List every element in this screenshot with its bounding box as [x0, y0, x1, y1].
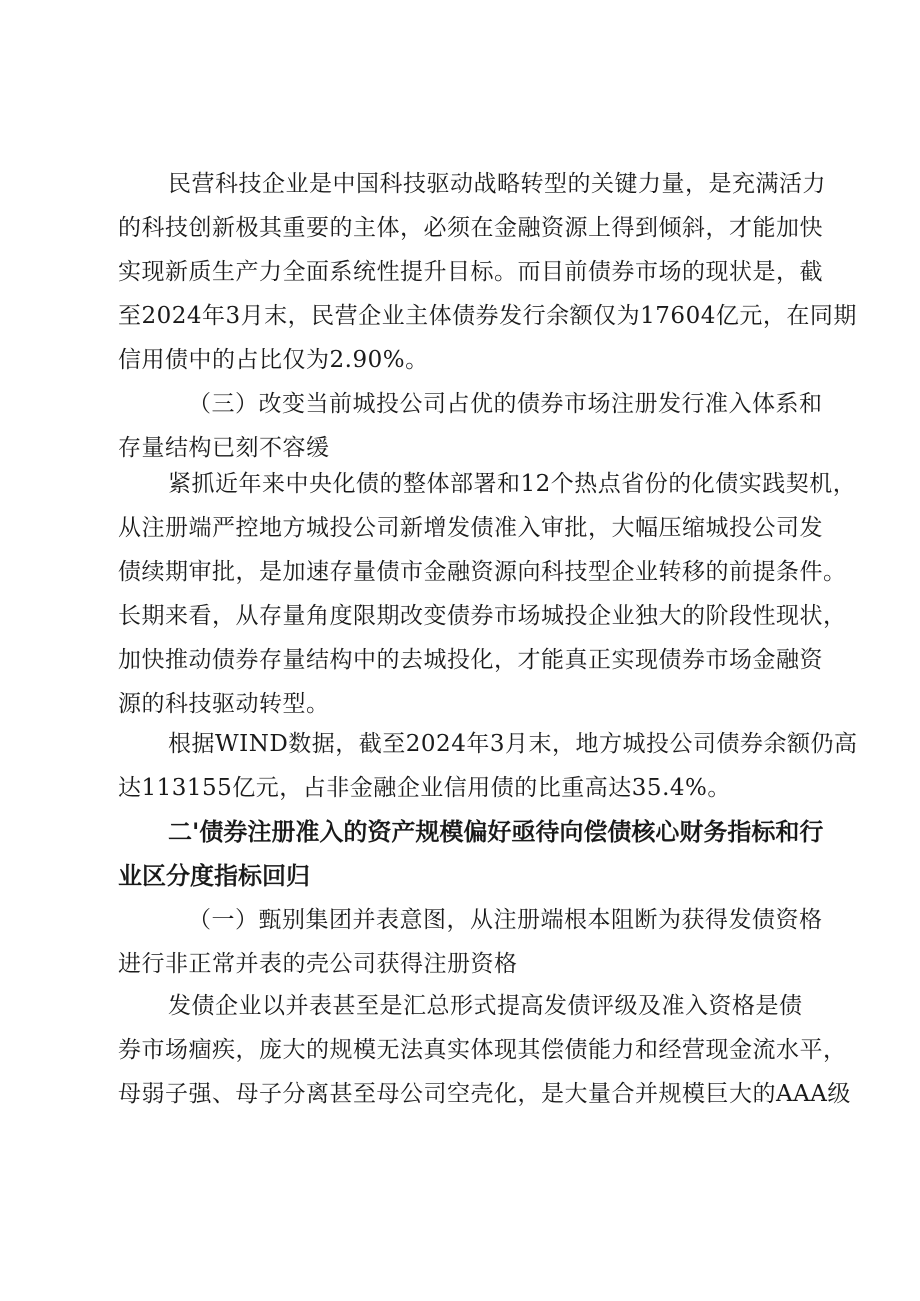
text-line: 二'债券注册准入的资产规模偏好亟待向偿债核心财务指标和行 [168, 818, 824, 846]
text-line: （一）甄别集团并表意图，从注册端根本阻断为获得发债资格 [188, 907, 823, 933]
text-line: 实现新质生产力全面系统性提升目标。而目前债券市场的现状是，截 [118, 259, 823, 285]
text-line: 加快推动债券存量结构中的去城投化，才能真正实现债券市场金融资 [118, 647, 823, 673]
text-line: （三）改变当前城投公司占优的债券市场注册发行准入体系和 [188, 391, 823, 417]
subheading-section-1 [118, 898, 823, 986]
paragraph-consolidated-reporting [118, 984, 851, 1116]
paragraph-private-tech-enterprises [118, 162, 857, 382]
text-line: 长期来看，从存量角度限期改变债券市场城投企业独大的阶段性现状， [118, 603, 847, 629]
text-line: 紧抓近年来中央化债的整体部署和12个热点省份的化债实践契机， [168, 471, 857, 497]
text-line: 进行非正常并表的壳公司获得注册资格 [118, 951, 518, 977]
text-line: 源的科技驱动转型。 [118, 691, 330, 717]
section-heading-2 [118, 810, 824, 898]
text-line: 民营科技企业是中国科技驱动战略转型的关键力量，是充满活力 [168, 171, 826, 197]
text-line: 母弱子强、母子分离甚至母公司空壳化，是大量合并规模巨大的AAA级 [118, 1081, 851, 1107]
text-line: 券市场痼疾，庞大的规模无法真实体现其偿债能力和经营现金流水平， [118, 1037, 847, 1063]
text-line: 达113155亿元，占非金融企业信用债的比重高达35.4%。 [118, 775, 731, 801]
text-line: 的科技创新极其重要的主体，必须在金融资源上得到倾斜，才能加快 [118, 215, 823, 241]
text-line: 存量结构已刻不容缓 [118, 435, 330, 461]
text-line: 信用债中的占比仅为2.90%。 [118, 347, 429, 373]
subheading-section-3 [118, 382, 823, 470]
text-line: 从注册端严控地方城投公司新增发债准入审批，大幅压缩城投公司发 [118, 515, 823, 541]
text-line: 至2024年3月末，民营企业主体债券发行余额仅为17604亿元，在同期 [118, 303, 857, 329]
text-line: 债续期审批，是加速存量债市金融资源向科技型企业转移的前提条件。 [118, 559, 847, 585]
paragraph-wind-data [118, 722, 858, 810]
text-line: 业区分度指标回归 [118, 862, 310, 890]
text-line: 根据WIND数据，截至2024年3月末，地方城投公司债券余额仍高 [168, 731, 858, 757]
paragraph-debt-resolution [118, 462, 857, 726]
text-line: 发债企业以并表甚至是汇总形式提高发债评级及准入资格是债 [168, 993, 803, 1019]
